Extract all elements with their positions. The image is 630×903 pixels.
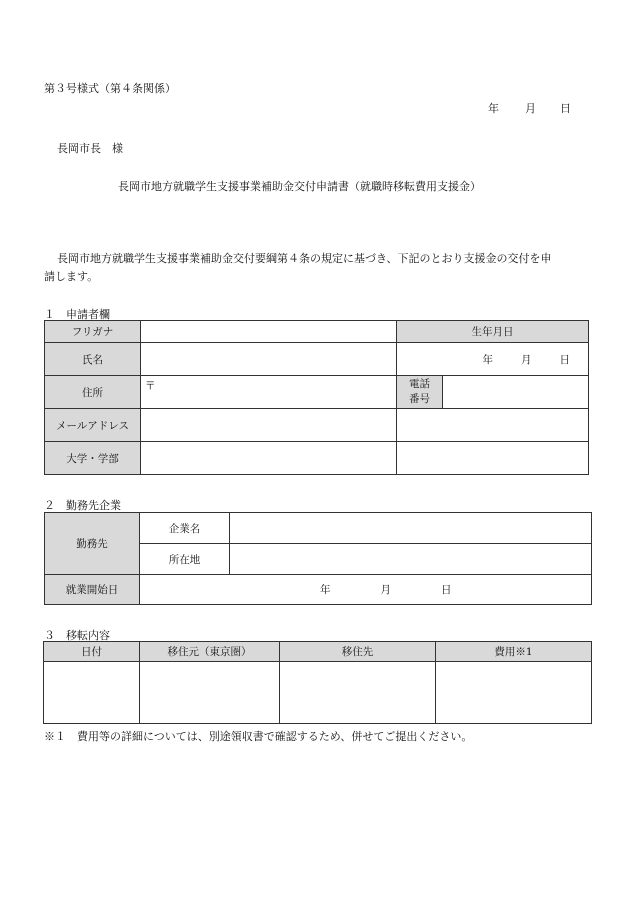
company-name-label: 企業名 [140, 513, 230, 544]
destination-input[interactable] [280, 662, 436, 724]
birthdate-label: 生年月日 [397, 321, 589, 343]
workplace-label: 勤務先 [45, 513, 140, 575]
birth-year: 年 [482, 353, 493, 366]
address-input[interactable] [141, 376, 397, 409]
employer-table [44, 512, 592, 605]
cost-note: ※１ 費用等の詳細については、別途領収書で確認するため、併せてご提出ください。 [44, 730, 473, 743]
university-label: 大学・学部 [45, 442, 141, 475]
birth-month: 月 [521, 353, 532, 366]
addressee: 長岡市長 様 [57, 142, 123, 155]
col-cost: 費用※1 [436, 642, 592, 662]
date-month: 月 [525, 102, 536, 115]
birthdate-input[interactable] [397, 343, 589, 376]
university-extra-cell[interactable] [397, 442, 589, 475]
start-year: 年 [320, 584, 331, 596]
birth-day: 日 [559, 353, 570, 366]
university-input[interactable] [141, 442, 397, 475]
date-day: 日 [560, 102, 571, 115]
location-label: 所在地 [140, 544, 230, 575]
relocation-table [43, 641, 592, 724]
col-destination: 移住先 [280, 642, 436, 662]
email-extra-cell[interactable] [397, 409, 589, 442]
date-year: 年 [488, 102, 499, 115]
cost-input[interactable] [436, 662, 592, 724]
phone-label-line1: 電話 [409, 378, 430, 390]
start-date-input[interactable] [140, 575, 592, 605]
col-origin: 移住元（東京圏） [140, 642, 280, 662]
company-name-input[interactable] [230, 513, 592, 544]
name-input[interactable] [141, 343, 397, 376]
furigana-label: フリガナ [45, 321, 141, 343]
location-input[interactable] [230, 544, 592, 575]
email-input[interactable] [141, 409, 397, 442]
postal-mark: 〒 [145, 380, 156, 392]
col-date: 日付 [44, 642, 140, 662]
start-day: 日 [441, 584, 452, 596]
section1-heading: １ 申請者欄 [44, 308, 110, 321]
phone-label [397, 376, 443, 409]
origin-input[interactable] [140, 662, 280, 724]
section3-heading: ３ 移転内容 [44, 629, 110, 642]
furigana-input[interactable] [141, 321, 397, 343]
intro-line-2: 請します。 [44, 270, 99, 283]
email-label: メールアドレス [45, 409, 141, 442]
address-label: 住所 [45, 376, 141, 409]
document-title: 長岡市地方就職学生支援事業補助金交付申請書（就職時移転費用支援金） [118, 180, 481, 193]
section2-heading: ２ 勤務先企業 [44, 499, 121, 512]
applicant-table [44, 320, 589, 475]
date-input[interactable] [44, 662, 140, 724]
start-month: 月 [380, 584, 391, 596]
form-number: 第３号様式（第４条関係） [44, 82, 176, 95]
name-label: 氏名 [45, 343, 141, 376]
phone-input[interactable] [443, 376, 589, 409]
start-date-label: 就業開始日 [45, 575, 140, 605]
intro-line-1: 長岡市地方就職学生支援事業補助金交付要綱第４条の規定に基づき、下記のとおり支援金の交付を申 [57, 252, 552, 265]
phone-label-line2: 番号 [409, 393, 430, 405]
